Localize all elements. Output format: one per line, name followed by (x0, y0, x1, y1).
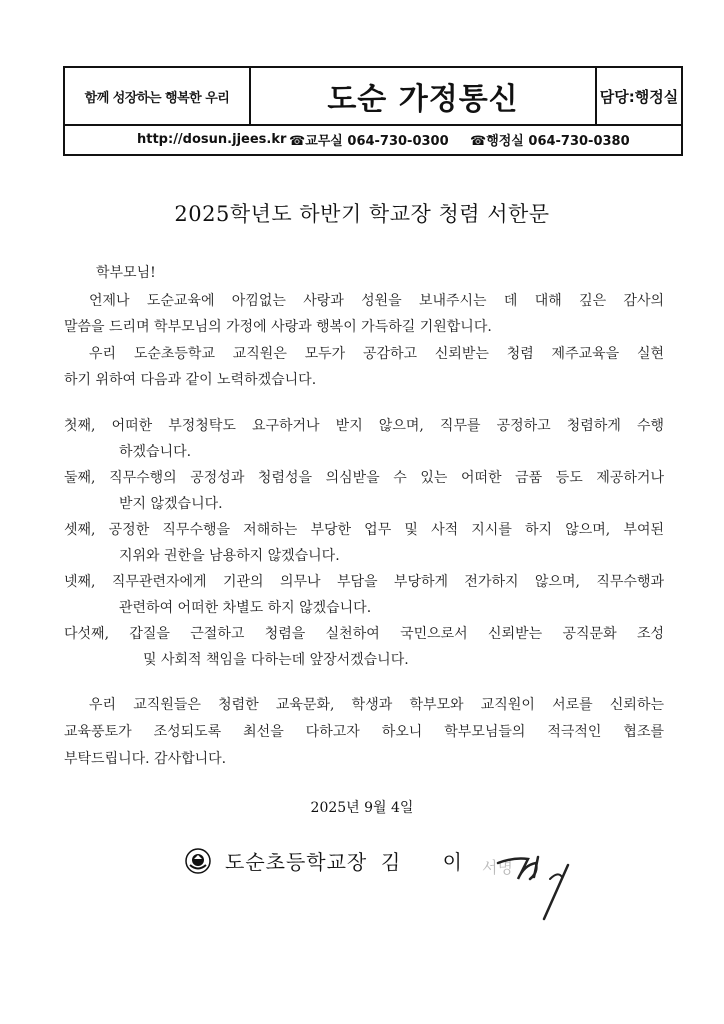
school-motto: 함께 성장하는 행복한 우리 (65, 68, 251, 124)
greeting: 학부모님! (96, 265, 156, 281)
pledge-line: 지위와 권한을 남용하지 않겠습니다. (119, 548, 340, 564)
letter-title: 2025학년도 하반기 학교장 청렴 서한문 (174, 202, 550, 226)
pledge-line: 넷째, 직무관련자에게 기관의 의무나 부담을 부당하게 전가하지 않으며, 직무수행과 (64, 574, 664, 590)
signer-name: 김 이 (381, 850, 462, 874)
pledge-line: 관련하여 어떠한 차별도 하지 않겠습니다. (119, 600, 372, 616)
closing-line: 부탁드립니다. 감사합니다. (64, 751, 227, 767)
header-contact-row (65, 124, 681, 154)
manager-label: 담당:행정실 (595, 68, 681, 124)
closing-line: 우리 교직원들은 청렴한 교육문화, 학생과 학부모와 교직원이 서로를 신뢰하는 (89, 697, 664, 713)
school-url[interactable]: http://dosun.jjees.kr (137, 131, 287, 147)
school-emblem-icon (185, 848, 211, 874)
seal-text: 서명 (482, 858, 513, 877)
pledge-line: 둘째, 직무수행의 공정성과 청렴성을 의심받을 수 있는 어떠한 금품 등도 제공하거나 (64, 470, 664, 486)
handwritten-signature-icon (466, 835, 586, 925)
signature-block (185, 846, 462, 875)
pledge-line: 셋째, 공정한 직무수행을 저해하는 부당한 업무 및 사적 지시를 하지 않으며, 부여된 (64, 522, 664, 538)
header-top-row (65, 68, 681, 126)
signer-title: 도순초등학교장 (225, 850, 368, 874)
pledge-line: 및 사회적 책임을 다하는데 앞장서겠습니다. (143, 652, 409, 668)
pledge-line: 받지 않겠습니다. (119, 496, 223, 512)
letter-date: 2025년 9월 4일 (310, 800, 414, 816)
closing-line: 교육풍토가 조성되도록 최선을 다하고자 하오니 학부모님들의 적극적인 협조를 (64, 724, 664, 740)
newsletter-header (63, 66, 683, 156)
pledge-line: 하겠습니다. (119, 444, 192, 460)
teachers-office-phone: ☎교무실 064-730-0300 (289, 133, 449, 149)
intro-line: 하기 위하여 다음과 같이 노력하겠습니다. (64, 372, 317, 388)
intro-line: 우리 도순초등학교 교직원은 모두가 공감하고 신뢰받는 청렴 제주교육을 실현 (89, 346, 664, 362)
intro-line: 언제나 도순교육에 아낌없는 사랑과 성원을 보내주시는 데 대해 깊은 감사의 (89, 293, 664, 309)
pledge-line: 첫째, 어떠한 부정청탁도 요구하거나 받지 않으며, 직무를 공정하고 청렴하게 수행 (64, 418, 664, 434)
pledge-line: 다섯째, 갑질을 근절하고 청렴을 실천하여 국민으로서 신뢰받는 공직문화 조성 (64, 626, 664, 642)
admin-office-phone: ☎행정실 064-730-0380 (470, 133, 630, 149)
intro-line: 말씀을 드리며 학부모님의 가정에 사랑과 행복이 가득하길 기원합니다. (64, 319, 492, 335)
newsletter-title: 도순 가정통신 (327, 82, 519, 117)
